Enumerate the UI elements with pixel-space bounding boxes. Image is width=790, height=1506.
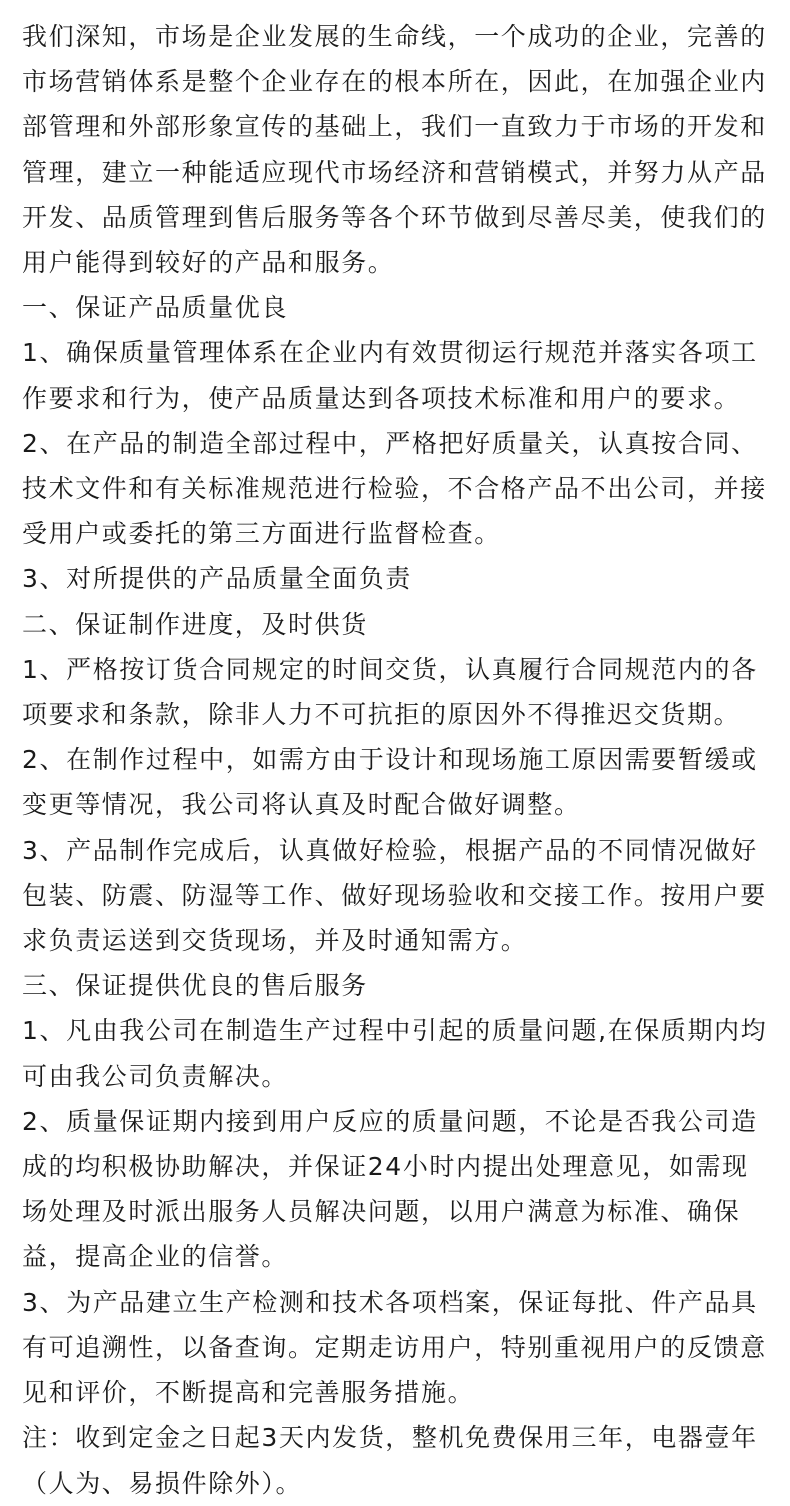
- schedule-item-3: 3、产品制作完成后，认真做好检验，根据产品的不同情况做好包装、防震、防湿等工作、做好现场验收和交接工作。按用户要求负责运送到交货现场，并及时通知需方。: [22, 835, 767, 956]
- quality-item-3: 3、对所提供的产品质量全面负责: [22, 564, 412, 594]
- section-heading-schedule: 二、保证制作进度，及时供货: [22, 609, 368, 639]
- intro-paragraph: 我们深知，市场是企业发展的生命线，一个成功的企业，完善的市场营销体系是整个企业存在的根本所在，因此，在加强企业内部管理和外部形象宣传的基础上，我们一直致力于市场的开发和管理，建立一种能适应现代市场经济和营销模式，并努力从产品开发、品质管理到售后服务等各个环节做到尽善尽美，使我们的用户能得到较好的产品和服务。: [22, 22, 767, 278]
- schedule-item-2: 2、在制作过程中，如需方由于设计和现场施工原因需要暂缓或变更等情况，我公司将认真及时配合做好调整。: [22, 745, 758, 820]
- service-item-2: 2、质量保证期内接到用户反应的质量问题，不论是否我公司造成的均积极协助解决，并保证24小时内提出处理意见，如需现场处理及时派出服务人员解决问题，以用户满意为标准、确保益，提高企业的信誉。: [22, 1106, 758, 1272]
- section-heading-service: 三、保证提供优良的售后服务: [22, 971, 368, 1001]
- section-heading-quality: 一、保证产品质量优良: [22, 293, 289, 323]
- service-item-3: 3、为产品建立生产检测和技术各项档案，保证每批、件产品具有可追溯性，以备查询。定期走访用户，特别重视用户的反馈意见和评价，不断提高和完善服务措施。: [22, 1287, 767, 1408]
- quality-item-1: 1、确保质量管理体系在企业内有效贯彻运行规范并落实各项工作要求和行为，使产品质量达到各项技术标准和用户的要求。: [22, 338, 758, 413]
- service-item-1: 1、凡由我公司在制造生产过程中引起的质量问题,在保质期内均可由我公司负责解决。: [22, 1016, 768, 1091]
- schedule-item-1: 1、严格按订货合同规定的时间交货，认真履行合同规范内的各项要求和条款，除非人力不可抗拒的原因外不得推迟交货期。: [22, 654, 758, 730]
- note-paragraph: 注：收到定金之日起3天内发货，整机免费保用三年，电器壹年（人为、易损件除外）。: [22, 1423, 758, 1498]
- quality-item-2: 2、在产品的制造全部过程中，严格把好质量关，认真按合同、技术文件和有关标准规范进行检验，不合格产品不出公司，并接受用户或委托的第三方面进行监督检查。: [22, 428, 767, 549]
